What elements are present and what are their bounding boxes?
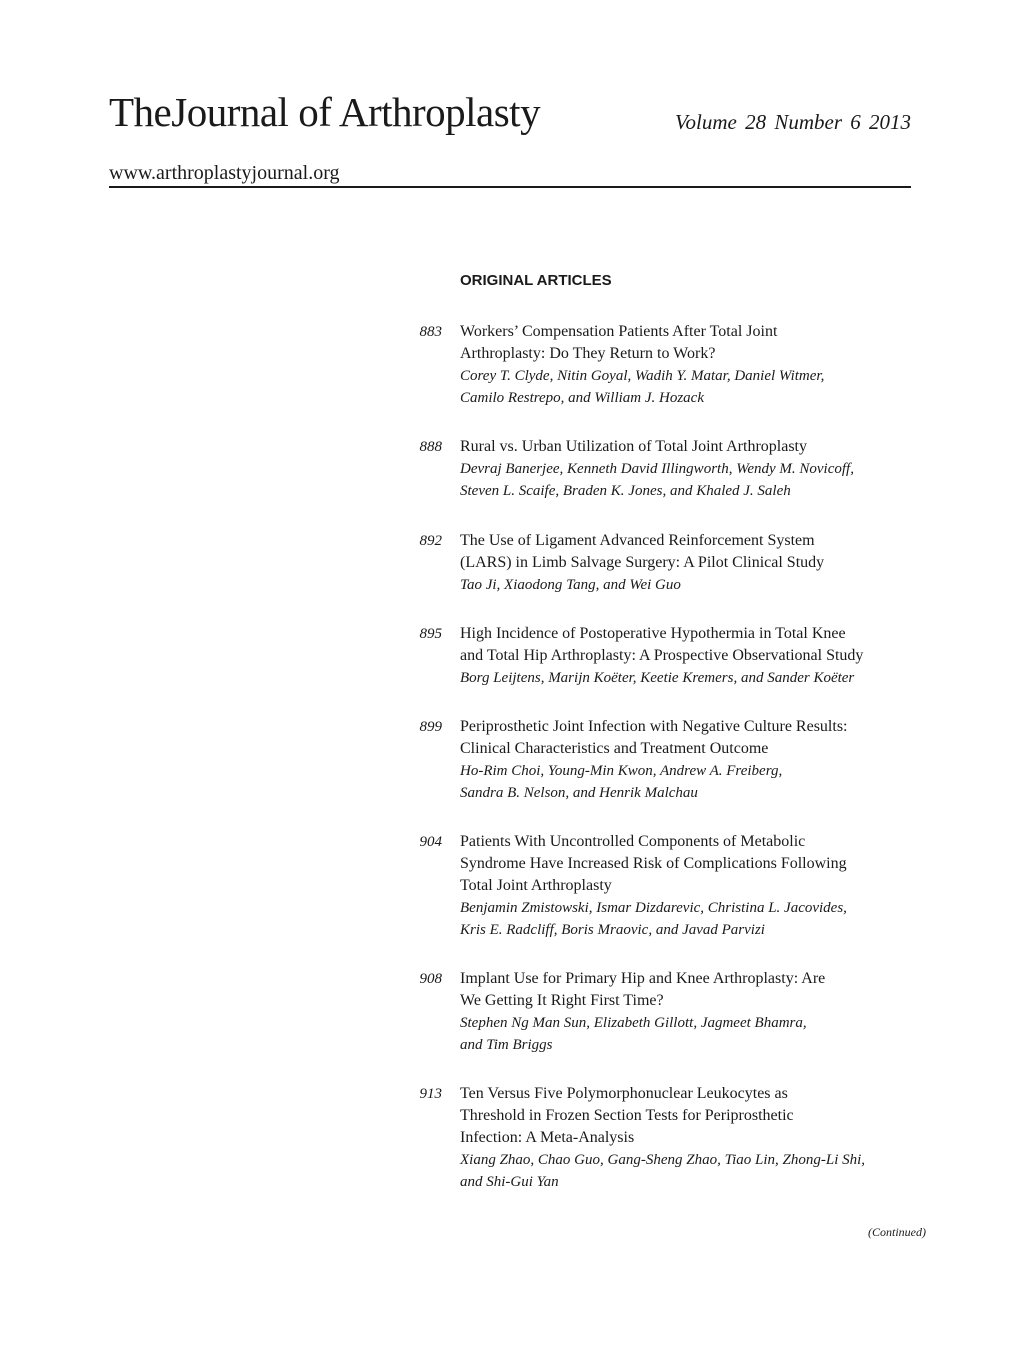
entry-body bbox=[460, 716, 920, 804]
header-rule bbox=[109, 186, 911, 188]
entry-body bbox=[460, 831, 920, 941]
issue-info: Volume 28 Number 6 2013 bbox=[675, 110, 911, 134]
page-number: 904 bbox=[419, 834, 442, 850]
continued-note: (Continued) bbox=[868, 1225, 926, 1239]
article-title-line: Implant Use for Primary Hip and Knee Arthroplasty: Are bbox=[460, 970, 826, 987]
journal-url[interactable]: www.arthroplastyjournal.org bbox=[109, 162, 340, 184]
article-authors-line: Corey T. Clyde, Nitin Goyal, Wadih Y. Matar, Daniel Witmer, bbox=[460, 368, 825, 384]
article-title-line: Rural vs. Urban Utilization of Total Joint Arthroplasty bbox=[460, 438, 807, 455]
article-authors-line: Stephen Ng Man Sun, Elizabeth Gillott, Jagmeet Bhamra, bbox=[460, 1015, 807, 1031]
entry-body bbox=[460, 321, 920, 409]
entry-body bbox=[460, 968, 920, 1056]
article-title-line: Periprosthetic Joint Infection with Negative Culture Results: bbox=[460, 718, 848, 735]
entry-body bbox=[460, 1083, 920, 1193]
article-title-line: Total Joint Arthroplasty bbox=[460, 877, 612, 894]
article-authors-line: Tao Ji, Xiaodong Tang, and Wei Guo bbox=[460, 577, 681, 593]
page-number: 892 bbox=[419, 533, 442, 549]
article-authors-line: Sandra B. Nelson, and Henrik Malchau bbox=[460, 785, 698, 801]
article-title-line: The Use of Ligament Advanced Reinforcement System bbox=[460, 532, 815, 549]
article-title-line: We Getting It Right First Time? bbox=[460, 992, 664, 1009]
article-title-line: Workers’ Compensation Patients After Total Joint bbox=[460, 323, 778, 340]
entry-body bbox=[460, 436, 920, 502]
entry-body bbox=[460, 530, 920, 596]
page-header bbox=[109, 88, 911, 190]
article-authors-line: and Tim Briggs bbox=[460, 1037, 553, 1053]
article-authors-line: Ho-Rim Choi, Young-Min Kwon, Andrew A. Freiberg, bbox=[460, 763, 783, 779]
article-authors-line: Benjamin Zmistowski, Ismar Dizdarevic, Christina L. Jacovides, bbox=[460, 900, 847, 916]
article-title-line: Syndrome Have Increased Risk of Complications Following bbox=[460, 855, 847, 872]
page-number: 888 bbox=[419, 439, 442, 455]
article-authors-line: Steven L. Scaife, Braden K. Jones, and Khaled J. Saleh bbox=[460, 483, 791, 499]
article-authors-line: Xiang Zhao, Chao Guo, Gang-Sheng Zhao, Tiao Lin, Zhong-Li Shi, bbox=[460, 1152, 866, 1168]
page-number: 899 bbox=[419, 719, 442, 735]
article-title-line: (LARS) in Limb Salvage Surgery: A Pilot Clinical Study bbox=[460, 554, 825, 571]
article-authors-line: and Shi-Gui Yan bbox=[460, 1174, 559, 1190]
article-title-line: Clinical Characteristics and Treatment Outcome bbox=[460, 740, 769, 757]
article-authors-line: Kris E. Radcliff, Boris Mraovic, and Javad Parvizi bbox=[460, 922, 765, 938]
page-number: 883 bbox=[419, 324, 442, 340]
page-number: 913 bbox=[419, 1086, 442, 1102]
article-title-line: Arthroplasty: Do They Return to Work? bbox=[460, 345, 716, 362]
journal-title: TheJournal of Arthroplasty bbox=[109, 89, 541, 135]
article-authors-line: Camilo Restrepo, and William J. Hozack bbox=[460, 390, 704, 406]
article-title-line: and Total Hip Arthroplasty: A Prospective Observational Study bbox=[460, 647, 864, 664]
article-authors-line: Borg Leijtens, Marijn Koëter, Keetie Kremers, and Sander Koëter bbox=[460, 670, 855, 686]
article-title-line: High Incidence of Postoperative Hypothermia in Total Knee bbox=[460, 625, 846, 642]
section-heading: ORIGINAL ARTICLES bbox=[460, 272, 612, 289]
article-title-line: Patients With Uncontrolled Components of Metabolic bbox=[460, 833, 806, 850]
entry-body bbox=[460, 623, 920, 689]
article-title-line: Threshold in Frozen Section Tests for Periprosthetic bbox=[460, 1107, 794, 1124]
article-title-line: Infection: A Meta-Analysis bbox=[460, 1129, 635, 1146]
article-title-line: Ten Versus Five Polymorphonuclear Leukocytes as bbox=[460, 1085, 788, 1102]
article-authors-line: Devraj Banerjee, Kenneth David Illingworth, Wendy M. Novicoff, bbox=[460, 461, 854, 477]
page-number: 895 bbox=[419, 626, 442, 642]
page-number: 908 bbox=[419, 971, 442, 987]
